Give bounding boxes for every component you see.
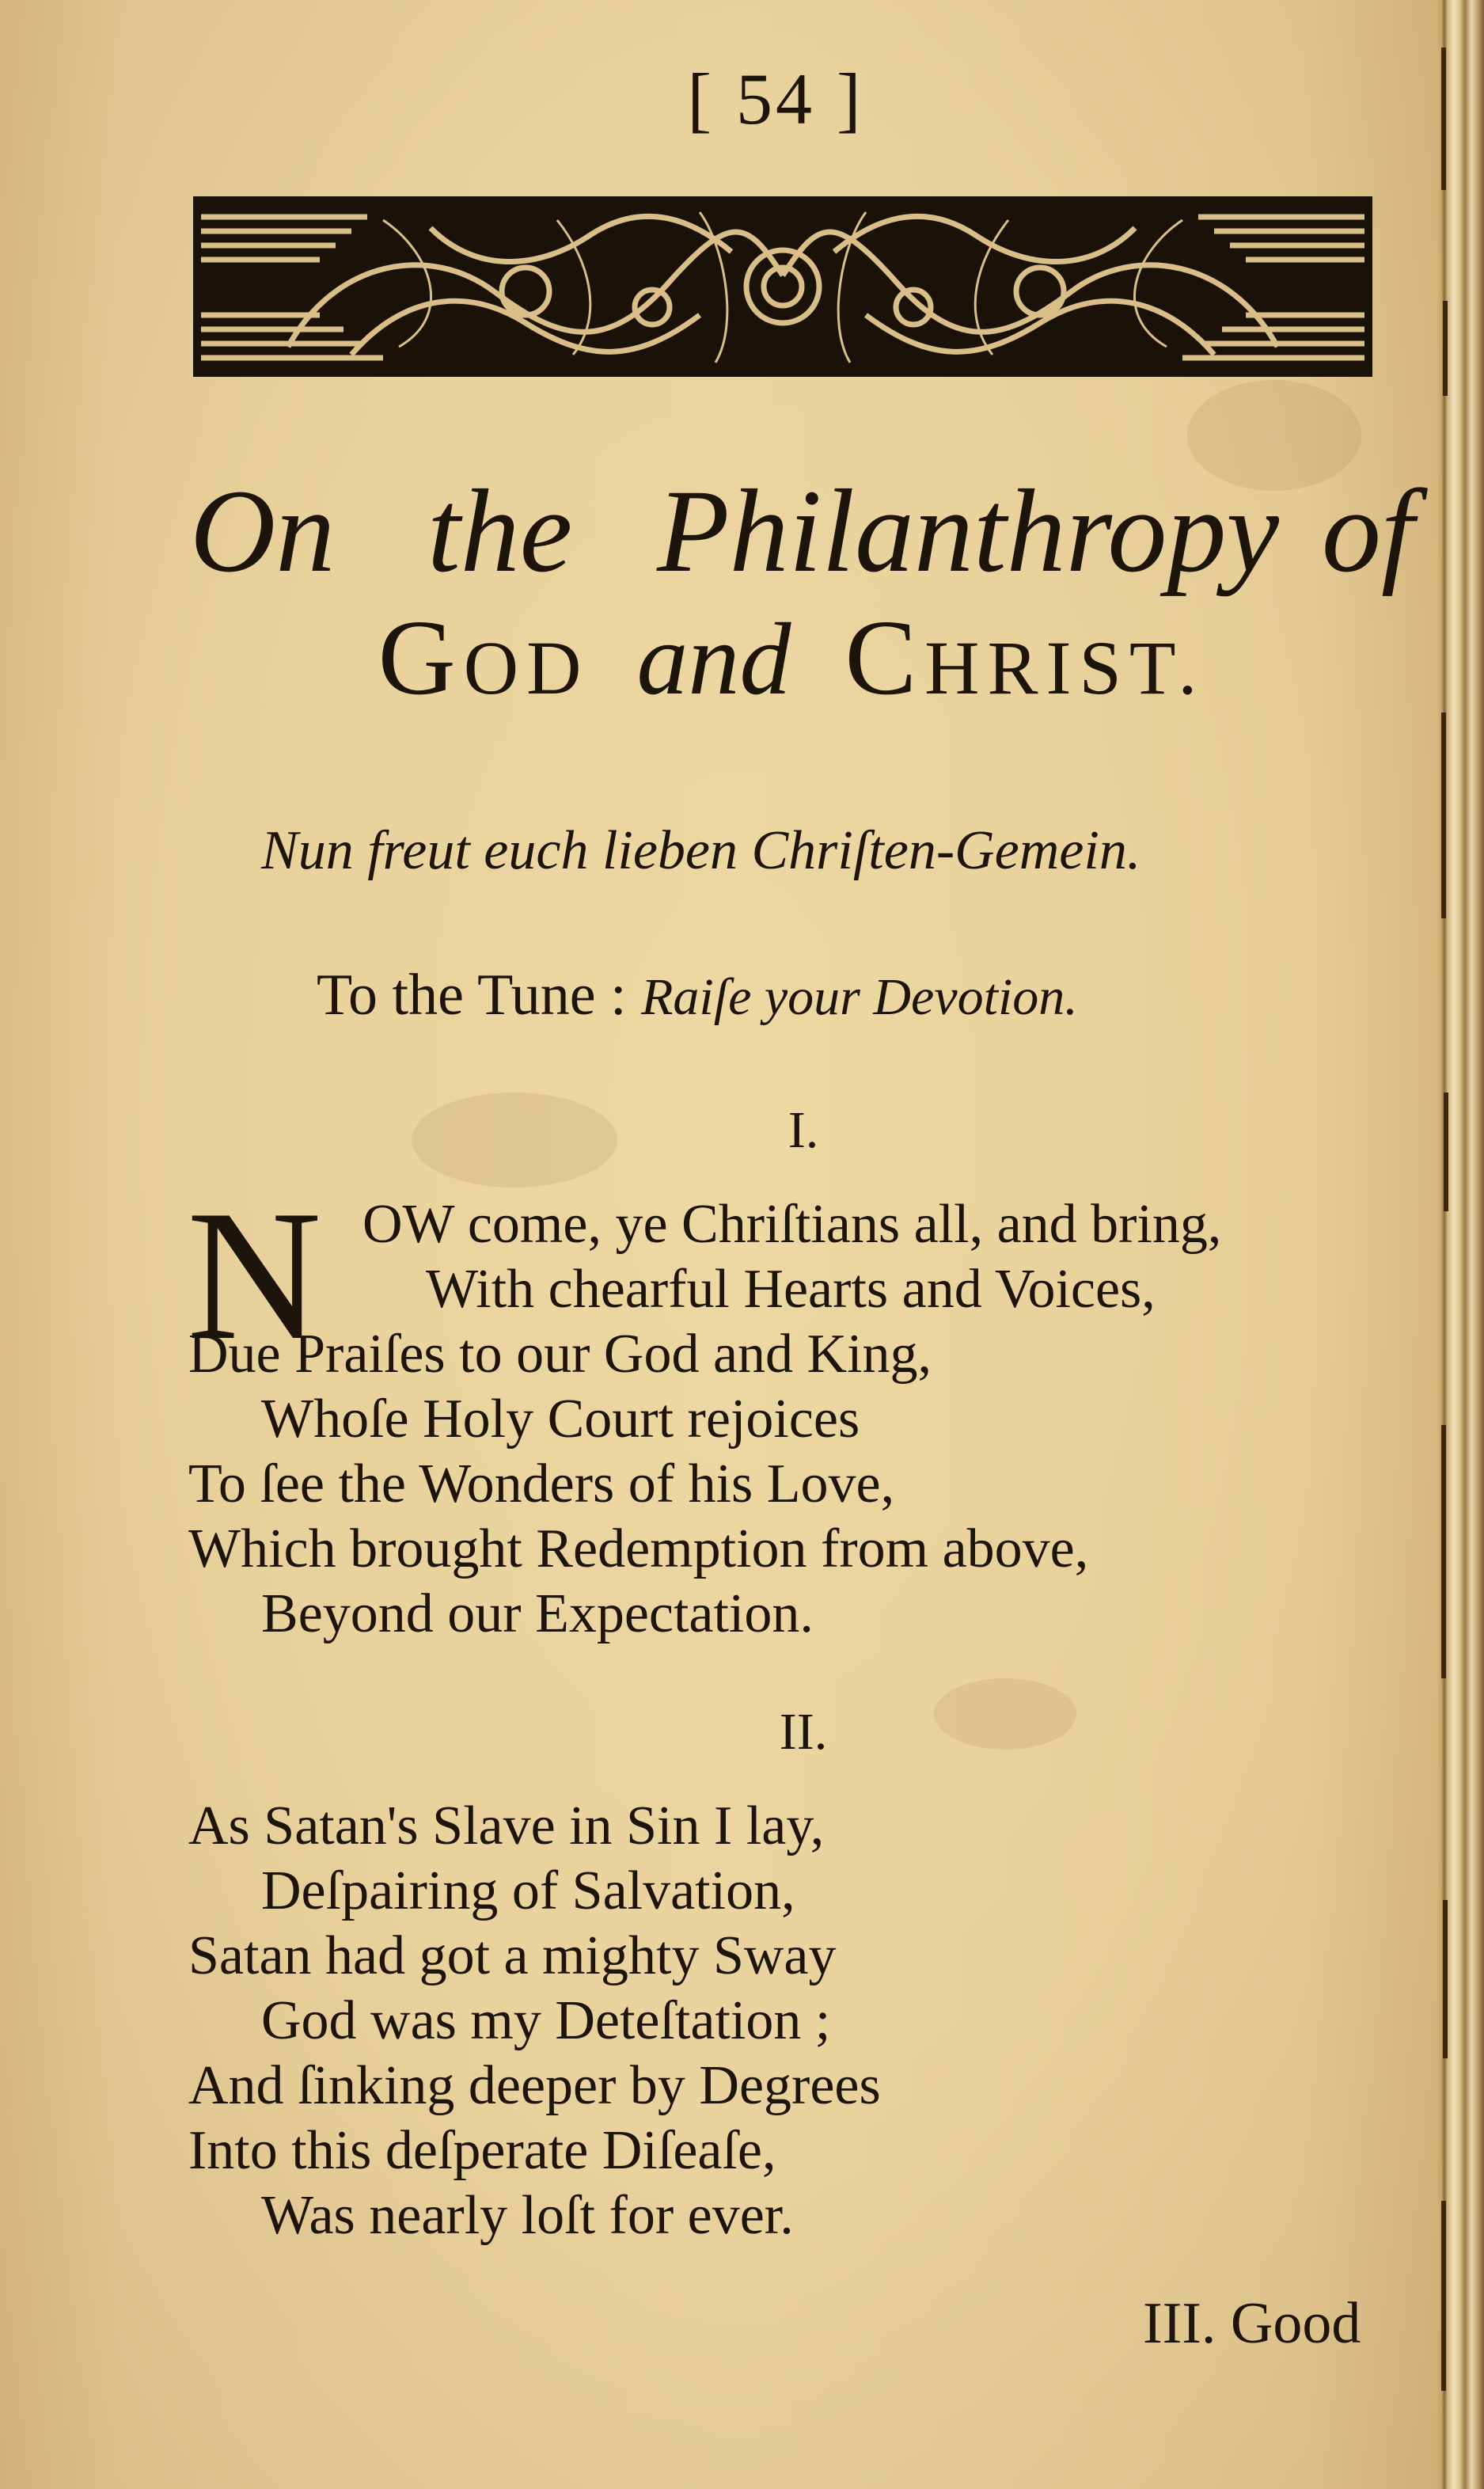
catchword: III. Good bbox=[1143, 2291, 1361, 2356]
drop-cap: N bbox=[187, 1172, 317, 1379]
verse-line: With chearful Hearts and Voices, bbox=[426, 1259, 1156, 1320]
tune-line bbox=[317, 960, 1078, 1033]
stanza-1 bbox=[187, 1172, 1455, 1647]
stanza-number: I. bbox=[788, 1101, 819, 1159]
headpiece-ornament bbox=[193, 196, 1372, 377]
title-word: Philanthropy bbox=[657, 466, 1280, 597]
stanza-2 bbox=[188, 1794, 1455, 2248]
verse-line: Was nearly loſt for ever. bbox=[261, 2185, 794, 2246]
verse-line: God was my Deteſtation ; bbox=[261, 1990, 831, 2051]
title-word: the bbox=[427, 466, 573, 597]
title-word: of bbox=[1322, 466, 1414, 597]
verse-line: Beyond our Expectation. bbox=[261, 1583, 814, 1644]
title-god-rest: OD bbox=[463, 625, 590, 710]
title-word: On bbox=[190, 466, 336, 597]
german-hymn-title: Nun freut euch lieben Chriſten-Gemein. bbox=[261, 820, 1141, 881]
title-line-1 bbox=[190, 466, 1425, 597]
title-christ-initial: C bbox=[844, 598, 925, 717]
verse-line: As Satan's Slave in Sin I lay, bbox=[188, 1796, 825, 1856]
verse-line: And ſinking deeper by Degrees bbox=[188, 2055, 881, 2116]
stanza-number: II. bbox=[779, 1703, 828, 1761]
verse-line: To ſee the Wonders of his Love, bbox=[188, 1454, 895, 1514]
verse-line: Whoſe Holy Court rejoices bbox=[261, 1389, 860, 1450]
verse-line: Which brought Redemption from above, bbox=[188, 1518, 1089, 1579]
title-and: and bbox=[636, 602, 791, 716]
page-number: [ 54 ] bbox=[687, 59, 864, 139]
title-line-2 bbox=[0, 598, 1484, 728]
verse-line: Into this deſperate Diſeaſe, bbox=[188, 2120, 776, 2181]
title-christ-rest: HRIST. bbox=[924, 625, 1205, 710]
verse-line: Deſpairing of Salvation, bbox=[261, 1860, 795, 1921]
verse-line: OW come, ye Chriſtians all, and bring, bbox=[362, 1194, 1222, 1255]
tune-prefix: To the Tune : bbox=[317, 963, 627, 1028]
title-god-initial: G bbox=[378, 598, 464, 717]
tune-name: Raiſe your Devotion. bbox=[641, 968, 1078, 1026]
verse-line: Due Praiſes to our God and King, bbox=[188, 1324, 932, 1385]
verse-line: Satan had got a mighty Sway bbox=[188, 1925, 837, 1986]
